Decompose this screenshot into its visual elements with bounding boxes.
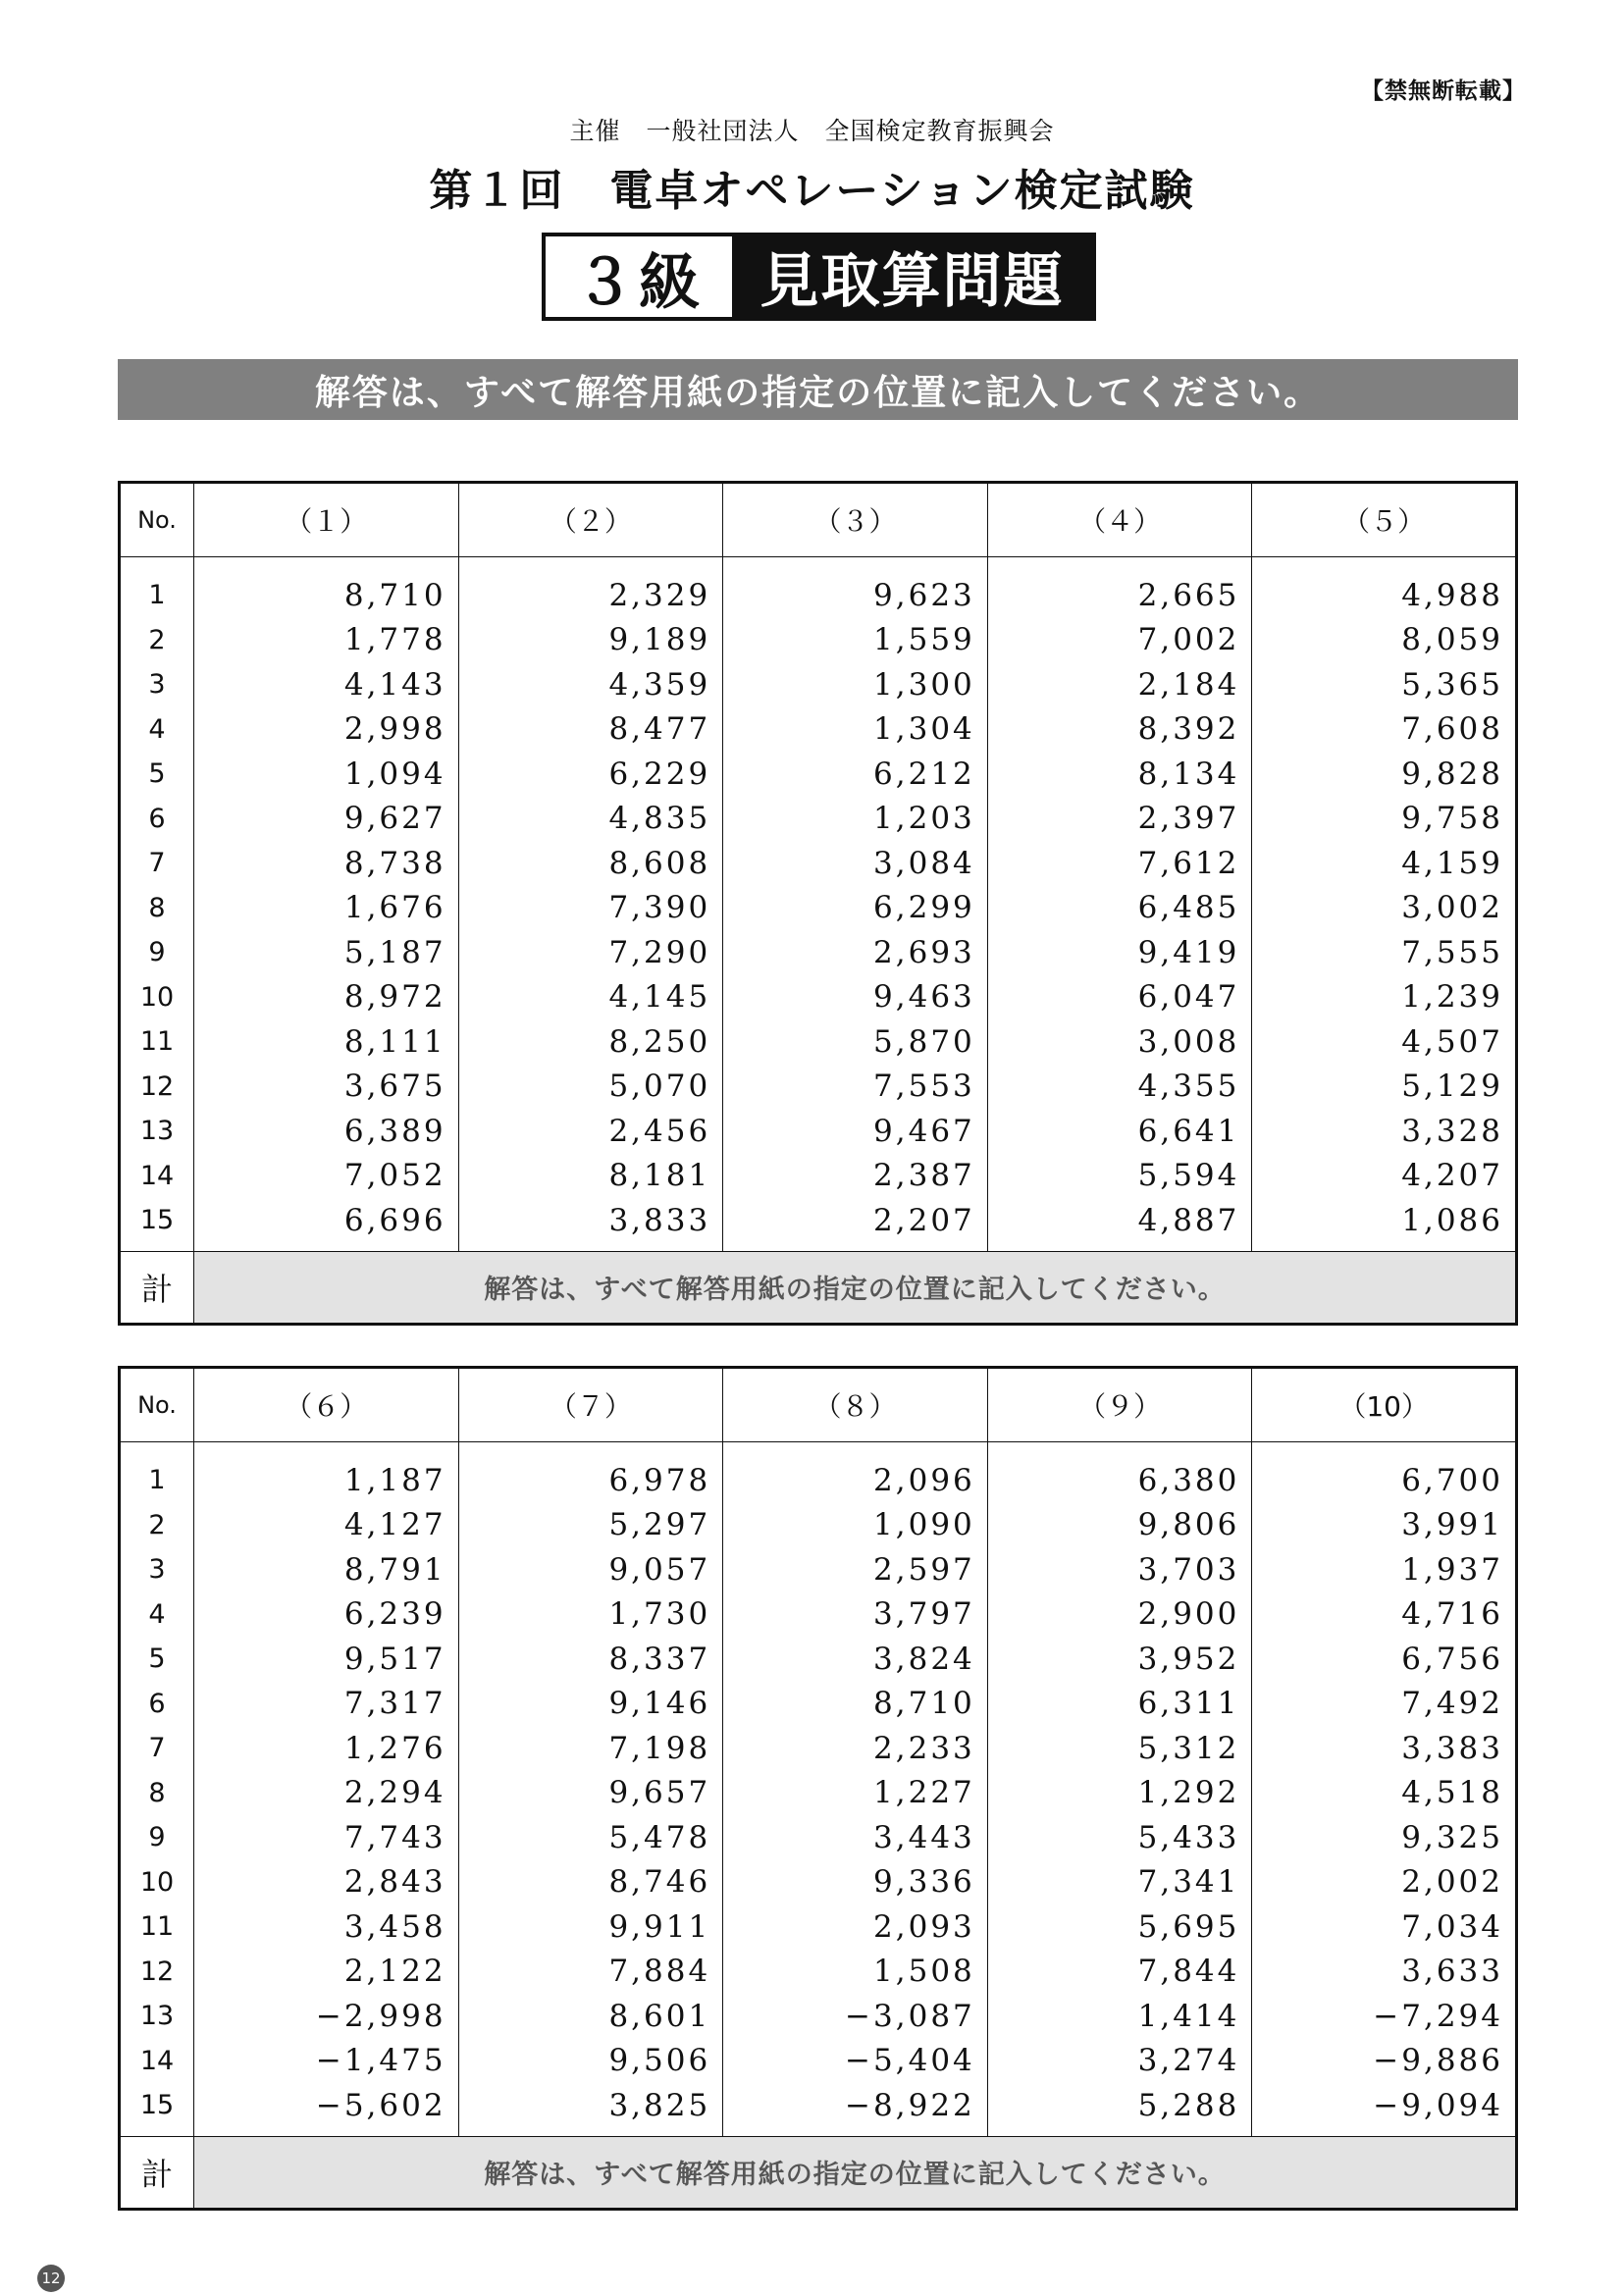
column-header: （２） bbox=[458, 483, 723, 557]
value-cell: 6,212 bbox=[723, 752, 988, 797]
row-number: 6 bbox=[148, 803, 166, 834]
value-cell: 4,159 bbox=[1252, 841, 1517, 886]
value-cell: 5,297 bbox=[458, 1503, 723, 1548]
table-row bbox=[120, 1198, 1517, 1251]
value-cell: 6,239 bbox=[194, 1592, 459, 1638]
value-cell: 2,233 bbox=[723, 1726, 988, 1771]
table-row bbox=[120, 1503, 1517, 1548]
row-number: 12 bbox=[139, 1956, 175, 1987]
table-row bbox=[120, 886, 1517, 931]
value-cell: 3,703 bbox=[987, 1547, 1252, 1592]
table-header-row bbox=[120, 1368, 1517, 1442]
column-header: （１） bbox=[194, 483, 459, 557]
value-cell: 7,844 bbox=[987, 1950, 1252, 1995]
value-cell: 2,693 bbox=[723, 930, 988, 975]
value-cell: 1,300 bbox=[723, 662, 988, 707]
column-header: （７） bbox=[458, 1368, 723, 1442]
value-cell: 2,122 bbox=[194, 1950, 459, 1995]
value-cell: 3,825 bbox=[458, 2083, 723, 2136]
row-number: 3 bbox=[148, 1554, 166, 1586]
table-row bbox=[120, 707, 1517, 753]
value-cell: 3,008 bbox=[987, 1019, 1252, 1065]
value-cell: 4,207 bbox=[1252, 1154, 1517, 1199]
table-row bbox=[120, 1815, 1517, 1860]
row-number: 10 bbox=[139, 1866, 175, 1898]
value-cell: 5,129 bbox=[1252, 1065, 1517, 1110]
value-cell: 8,477 bbox=[458, 707, 723, 753]
value-cell: 8,250 bbox=[458, 1019, 723, 1065]
value-cell: 4,359 bbox=[458, 662, 723, 707]
value-cell: 1,203 bbox=[723, 797, 988, 842]
value-cell: 8,059 bbox=[1252, 618, 1517, 663]
value-cell: 7,317 bbox=[194, 1682, 459, 1727]
table-row bbox=[120, 1904, 1517, 1950]
table-row bbox=[120, 1950, 1517, 1995]
value-cell: 3,675 bbox=[194, 1065, 459, 1110]
value-cell: 7,052 bbox=[194, 1154, 459, 1199]
row-number: 10 bbox=[139, 981, 175, 1013]
value-cell: 9,467 bbox=[723, 1109, 988, 1154]
value-cell: 7,884 bbox=[458, 1950, 723, 1995]
row-number: 9 bbox=[148, 937, 166, 968]
value-cell: 1,304 bbox=[723, 707, 988, 753]
table-row bbox=[120, 662, 1517, 707]
value-cell: −3,087 bbox=[723, 1994, 988, 2039]
table-body bbox=[120, 1442, 1517, 2137]
value-cell: −5,602 bbox=[194, 2083, 459, 2136]
value-cell: 9,627 bbox=[194, 797, 459, 842]
value-cell: 9,517 bbox=[194, 1637, 459, 1682]
value-cell: 2,900 bbox=[987, 1592, 1252, 1638]
grade-title-box bbox=[542, 233, 1096, 321]
value-cell: 2,329 bbox=[458, 557, 723, 618]
value-cell: 2,002 bbox=[1252, 1860, 1517, 1905]
column-header: （４） bbox=[987, 483, 1252, 557]
row-number: 7 bbox=[148, 1733, 166, 1764]
value-cell: 7,002 bbox=[987, 618, 1252, 663]
row-number: 3 bbox=[148, 669, 166, 701]
value-cell: 9,657 bbox=[458, 1771, 723, 1816]
value-cell: 9,911 bbox=[458, 1904, 723, 1950]
value-cell: 5,288 bbox=[987, 2083, 1252, 2136]
value-cell: 1,778 bbox=[194, 618, 459, 663]
instruction-banner: 解答は、すべて解答用紙の指定の位置に記入してください。 bbox=[118, 359, 1518, 420]
row-number: 13 bbox=[139, 2001, 175, 2032]
value-cell: 1,090 bbox=[723, 1503, 988, 1548]
value-cell: 8,134 bbox=[987, 752, 1252, 797]
total-answer-note: 解答は、すべて解答用紙の指定の位置に記入してください。 bbox=[194, 2136, 1517, 2209]
value-cell: −2,998 bbox=[194, 1994, 459, 2039]
value-cell: 7,341 bbox=[987, 1860, 1252, 1905]
value-cell: 1,086 bbox=[1252, 1198, 1517, 1251]
problem-table-1 bbox=[118, 481, 1518, 1326]
value-cell: 7,198 bbox=[458, 1726, 723, 1771]
value-cell: 1,730 bbox=[458, 1592, 723, 1638]
value-cell: 6,299 bbox=[723, 886, 988, 931]
value-cell: 4,988 bbox=[1252, 557, 1517, 618]
value-cell: 2,096 bbox=[723, 1442, 988, 1503]
value-cell: 1,094 bbox=[194, 752, 459, 797]
value-cell: 5,870 bbox=[723, 1019, 988, 1065]
table-row bbox=[120, 797, 1517, 842]
column-header: （３） bbox=[723, 483, 988, 557]
row-number: 11 bbox=[139, 1911, 175, 1943]
value-cell: 5,187 bbox=[194, 930, 459, 975]
row-number: 2 bbox=[148, 624, 166, 655]
table-row bbox=[120, 1726, 1517, 1771]
value-cell: 2,665 bbox=[987, 557, 1252, 618]
row-number: 12 bbox=[139, 1070, 175, 1102]
value-cell: 9,057 bbox=[458, 1547, 723, 1592]
value-cell: 8,791 bbox=[194, 1547, 459, 1592]
row-number: 13 bbox=[139, 1116, 175, 1147]
problem-type: 見取算問題 bbox=[732, 236, 1092, 317]
column-header: （９） bbox=[987, 1368, 1252, 1442]
value-cell: 2,597 bbox=[723, 1547, 988, 1592]
value-cell: 5,433 bbox=[987, 1815, 1252, 1860]
value-cell: 6,641 bbox=[987, 1109, 1252, 1154]
value-cell: 7,492 bbox=[1252, 1682, 1517, 1727]
value-cell: 1,414 bbox=[987, 1994, 1252, 2039]
column-header: （６） bbox=[194, 1368, 459, 1442]
value-cell: 8,746 bbox=[458, 1860, 723, 1905]
value-cell: 5,070 bbox=[458, 1065, 723, 1110]
value-cell: 8,601 bbox=[458, 1994, 723, 2039]
value-cell: 2,207 bbox=[723, 1198, 988, 1251]
value-cell: 6,047 bbox=[987, 975, 1252, 1020]
value-cell: 7,553 bbox=[723, 1065, 988, 1110]
value-cell: 7,290 bbox=[458, 930, 723, 975]
table-header-row bbox=[120, 483, 1517, 557]
value-cell: 4,835 bbox=[458, 797, 723, 842]
value-cell: 5,365 bbox=[1252, 662, 1517, 707]
table-row bbox=[120, 1065, 1517, 1110]
value-cell: 7,390 bbox=[458, 886, 723, 931]
value-cell: 3,383 bbox=[1252, 1726, 1517, 1771]
value-cell: 4,887 bbox=[987, 1198, 1252, 1251]
value-cell: 1,292 bbox=[987, 1771, 1252, 1816]
table-row bbox=[120, 841, 1517, 886]
value-cell: 1,239 bbox=[1252, 975, 1517, 1020]
value-cell: 4,518 bbox=[1252, 1771, 1517, 1816]
table-row bbox=[120, 975, 1517, 1020]
organizer-line: 主催 一般社団法人 全国検定教育振興会 bbox=[569, 117, 1055, 145]
value-cell: 6,696 bbox=[194, 1198, 459, 1251]
no-reprint-notice: 【禁無断転載】 bbox=[1361, 78, 1526, 104]
value-cell: 2,456 bbox=[458, 1109, 723, 1154]
row-number: 1 bbox=[148, 1465, 166, 1496]
row-number: 14 bbox=[139, 1160, 175, 1191]
table-row bbox=[120, 1994, 1517, 2039]
value-cell: 6,389 bbox=[194, 1109, 459, 1154]
row-number: 4 bbox=[148, 713, 166, 745]
row-number: 11 bbox=[139, 1026, 175, 1058]
total-row bbox=[120, 1251, 1517, 1324]
no-header: No. bbox=[120, 483, 194, 557]
table-row bbox=[120, 1019, 1517, 1065]
row-number: 6 bbox=[148, 1688, 166, 1719]
problem-table-2 bbox=[118, 1366, 1518, 2211]
row-number: 5 bbox=[148, 758, 166, 790]
value-cell: 2,843 bbox=[194, 1860, 459, 1905]
value-cell: 9,336 bbox=[723, 1860, 988, 1905]
value-cell: 2,184 bbox=[987, 662, 1252, 707]
table-row bbox=[120, 1547, 1517, 1592]
value-cell: 7,612 bbox=[987, 841, 1252, 886]
total-row bbox=[120, 2136, 1517, 2209]
value-cell: 8,738 bbox=[194, 841, 459, 886]
value-cell: 3,274 bbox=[987, 2039, 1252, 2084]
value-cell: 3,797 bbox=[723, 1592, 988, 1638]
value-cell: 2,093 bbox=[723, 1904, 988, 1950]
value-cell: 6,756 bbox=[1252, 1637, 1517, 1682]
value-cell: 6,311 bbox=[987, 1682, 1252, 1727]
table-row bbox=[120, 1771, 1517, 1816]
row-number: 7 bbox=[148, 848, 166, 879]
value-cell: 6,700 bbox=[1252, 1442, 1517, 1503]
value-cell: 1,276 bbox=[194, 1726, 459, 1771]
value-cell: −9,094 bbox=[1252, 2083, 1517, 2136]
value-cell: 9,325 bbox=[1252, 1815, 1517, 1860]
value-cell: 8,972 bbox=[194, 975, 459, 1020]
value-cell: 7,608 bbox=[1252, 707, 1517, 753]
value-cell: 5,695 bbox=[987, 1904, 1252, 1950]
value-cell: 4,355 bbox=[987, 1065, 1252, 1110]
table-row bbox=[120, 618, 1517, 663]
page-number: 12 bbox=[37, 2265, 65, 2292]
column-header: （５） bbox=[1252, 483, 1517, 557]
value-cell: 5,478 bbox=[458, 1815, 723, 1860]
value-cell: 3,002 bbox=[1252, 886, 1517, 931]
table-row bbox=[120, 2083, 1517, 2136]
value-cell: 9,146 bbox=[458, 1682, 723, 1727]
value-cell: 3,833 bbox=[458, 1198, 723, 1251]
value-cell: 4,716 bbox=[1252, 1592, 1517, 1638]
row-number: 9 bbox=[148, 1822, 166, 1853]
value-cell: −7,294 bbox=[1252, 1994, 1517, 2039]
value-cell: −1,475 bbox=[194, 2039, 459, 2084]
table-row bbox=[120, 1109, 1517, 1154]
total-answer-note: 解答は、すべて解答用紙の指定の位置に記入してください。 bbox=[194, 1251, 1517, 1324]
value-cell: 9,463 bbox=[723, 975, 988, 1020]
value-cell: 8,392 bbox=[987, 707, 1252, 753]
value-cell: 2,294 bbox=[194, 1771, 459, 1816]
value-cell: 6,485 bbox=[987, 886, 1252, 931]
value-cell: 9,419 bbox=[987, 930, 1252, 975]
value-cell: −8,922 bbox=[723, 2083, 988, 2136]
value-cell: 7,034 bbox=[1252, 1904, 1517, 1950]
value-cell: 3,991 bbox=[1252, 1503, 1517, 1548]
value-cell: 2,397 bbox=[987, 797, 1252, 842]
row-number: 1 bbox=[148, 580, 166, 611]
value-cell: 3,633 bbox=[1252, 1950, 1517, 1995]
value-cell: 2,387 bbox=[723, 1154, 988, 1199]
value-cell: −5,404 bbox=[723, 2039, 988, 2084]
value-cell: 1,227 bbox=[723, 1771, 988, 1816]
value-cell: 1,676 bbox=[194, 886, 459, 931]
value-cell: 6,978 bbox=[458, 1442, 723, 1503]
value-cell: 1,508 bbox=[723, 1950, 988, 1995]
table-row bbox=[120, 1637, 1517, 1682]
value-cell: 8,710 bbox=[194, 557, 459, 618]
value-cell: 9,806 bbox=[987, 1503, 1252, 1548]
value-cell: 1,559 bbox=[723, 618, 988, 663]
value-cell: 8,608 bbox=[458, 841, 723, 886]
value-cell: 3,328 bbox=[1252, 1109, 1517, 1154]
row-number: 15 bbox=[139, 1205, 175, 1236]
value-cell: 2,998 bbox=[194, 707, 459, 753]
table-body bbox=[120, 557, 1517, 1252]
table-row bbox=[120, 1154, 1517, 1199]
table-row bbox=[120, 557, 1517, 618]
table-row bbox=[120, 1860, 1517, 1905]
value-cell: 7,555 bbox=[1252, 930, 1517, 975]
value-cell: 6,380 bbox=[987, 1442, 1252, 1503]
row-number: 4 bbox=[148, 1598, 166, 1630]
value-cell: 3,458 bbox=[194, 1904, 459, 1950]
total-label: 計 bbox=[120, 1251, 194, 1324]
row-number: 2 bbox=[148, 1509, 166, 1540]
value-cell: 8,181 bbox=[458, 1154, 723, 1199]
value-cell: 1,937 bbox=[1252, 1547, 1517, 1592]
value-cell: −9,886 bbox=[1252, 2039, 1517, 2084]
value-cell: 5,312 bbox=[987, 1726, 1252, 1771]
value-cell: 9,828 bbox=[1252, 752, 1517, 797]
value-cell: 9,758 bbox=[1252, 797, 1517, 842]
value-cell: 3,952 bbox=[987, 1637, 1252, 1682]
row-number: 15 bbox=[139, 2090, 175, 2121]
table-row bbox=[120, 1592, 1517, 1638]
table-row bbox=[120, 930, 1517, 975]
column-header: （８） bbox=[723, 1368, 988, 1442]
row-number: 8 bbox=[148, 1777, 166, 1808]
value-cell: 4,127 bbox=[194, 1503, 459, 1548]
total-label: 計 bbox=[120, 2136, 194, 2209]
table-row bbox=[120, 1682, 1517, 1727]
exam-title: 第１回 電卓オペレーション検定試験 bbox=[429, 166, 1195, 216]
value-cell: 4,143 bbox=[194, 662, 459, 707]
value-cell: 9,189 bbox=[458, 618, 723, 663]
value-cell: 3,084 bbox=[723, 841, 988, 886]
row-number: 5 bbox=[148, 1643, 166, 1675]
value-cell: 3,443 bbox=[723, 1815, 988, 1860]
value-cell: 9,506 bbox=[458, 2039, 723, 2084]
row-number: 14 bbox=[139, 2045, 175, 2076]
value-cell: 4,145 bbox=[458, 975, 723, 1020]
column-header: （10） bbox=[1252, 1368, 1517, 1442]
value-cell: 8,111 bbox=[194, 1019, 459, 1065]
value-cell: 3,824 bbox=[723, 1637, 988, 1682]
value-cell: 7,743 bbox=[194, 1815, 459, 1860]
table-row bbox=[120, 752, 1517, 797]
value-cell: 6,229 bbox=[458, 752, 723, 797]
value-cell: 1,187 bbox=[194, 1442, 459, 1503]
row-number: 8 bbox=[148, 892, 166, 923]
grade-level: ３級 bbox=[573, 245, 704, 318]
value-cell: 8,337 bbox=[458, 1637, 723, 1682]
no-header: No. bbox=[120, 1368, 194, 1442]
table-row bbox=[120, 2039, 1517, 2084]
value-cell: 8,710 bbox=[723, 1682, 988, 1727]
value-cell: 9,623 bbox=[723, 557, 988, 618]
table-row bbox=[120, 1442, 1517, 1503]
value-cell: 5,594 bbox=[987, 1154, 1252, 1199]
value-cell: 4,507 bbox=[1252, 1019, 1517, 1065]
